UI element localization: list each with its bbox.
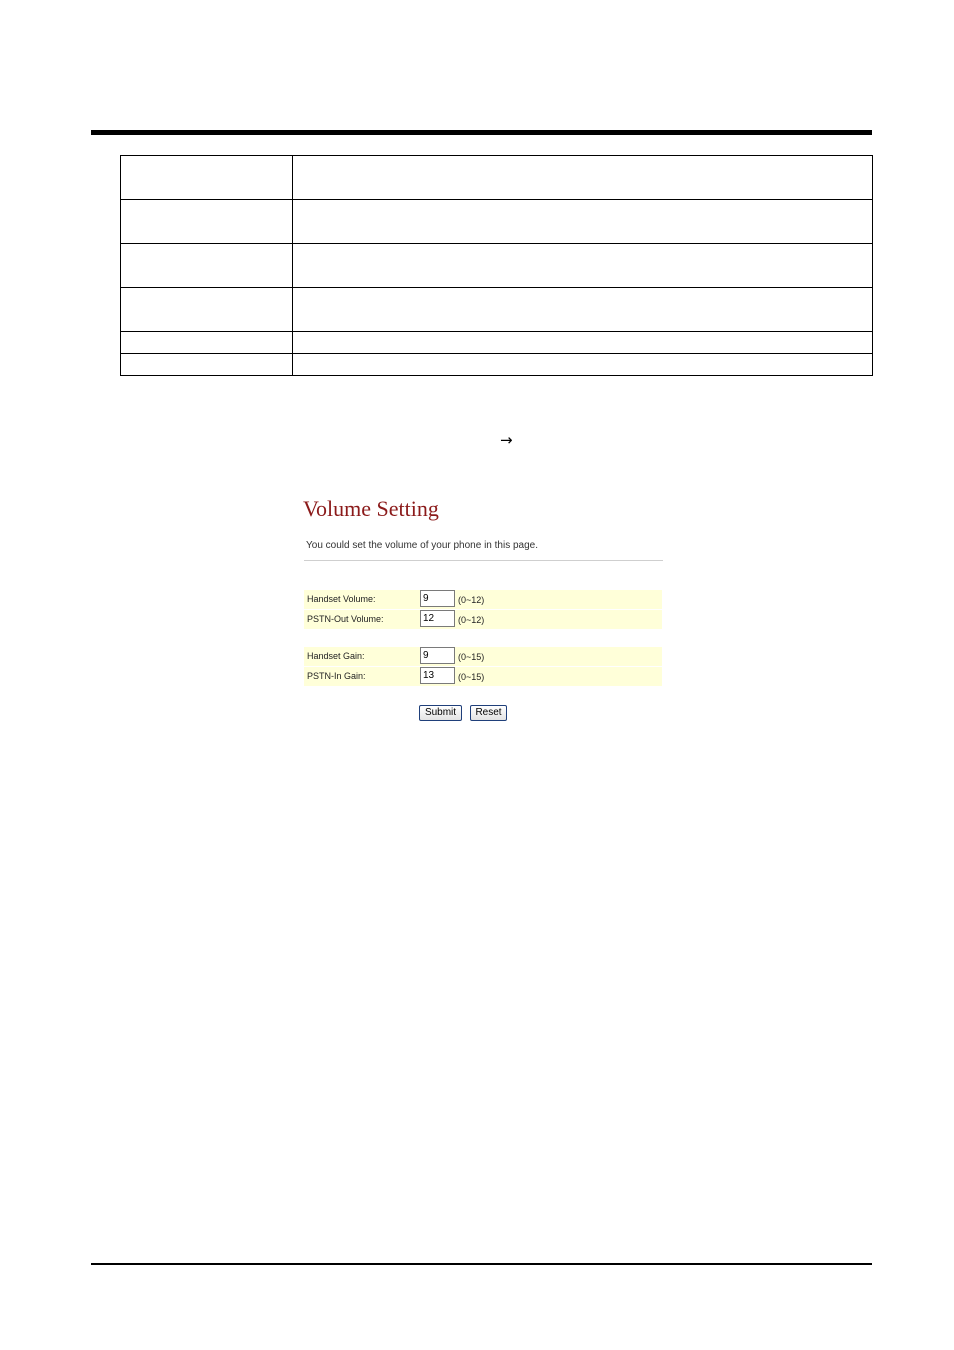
reset-button[interactable]: Reset xyxy=(470,705,507,721)
handset-gain-input[interactable]: 9 xyxy=(420,647,455,664)
handset-volume-row xyxy=(304,590,662,609)
table-row xyxy=(121,200,873,244)
page-description: You could set the volume of your phone in this page. xyxy=(306,540,539,551)
table-row xyxy=(121,354,873,376)
table-cell xyxy=(293,288,873,332)
handset-volume-input[interactable]: 9 xyxy=(420,590,455,607)
table-cell xyxy=(121,200,293,244)
table-cell xyxy=(121,354,293,376)
table-cell xyxy=(121,244,293,288)
description-table xyxy=(120,155,873,376)
arrow-icon: → xyxy=(500,431,513,449)
table-cell xyxy=(293,332,873,354)
field-range: (0~15) xyxy=(458,672,485,682)
table-cell xyxy=(293,244,873,288)
table-row xyxy=(121,288,873,332)
pstn-in-gain-row xyxy=(304,667,662,686)
field-range: (0~12) xyxy=(458,615,485,625)
field-label: Handset Volume: xyxy=(307,594,376,604)
table-row xyxy=(121,332,873,354)
submit-button[interactable]: Submit xyxy=(419,705,462,721)
pstn-out-volume-row xyxy=(304,610,662,629)
field-range: (0~12) xyxy=(458,595,485,605)
table-cell xyxy=(293,354,873,376)
field-label: PSTN-Out Volume: xyxy=(307,614,384,624)
field-label: PSTN-In Gain: xyxy=(307,671,366,681)
pstn-out-volume-input[interactable]: 12 xyxy=(420,610,455,627)
table-cell xyxy=(121,332,293,354)
table-cell xyxy=(293,200,873,244)
header-rule xyxy=(91,130,872,135)
table-cell xyxy=(293,156,873,200)
divider xyxy=(304,560,663,561)
table-row xyxy=(121,244,873,288)
page-title: Volume Setting xyxy=(303,496,439,521)
field-label: Handset Gain: xyxy=(307,651,365,661)
footer-rule xyxy=(91,1263,872,1265)
field-range: (0~15) xyxy=(458,652,485,662)
pstn-in-gain-input[interactable]: 13 xyxy=(420,667,455,684)
table-row xyxy=(121,156,873,200)
table-cell xyxy=(121,156,293,200)
handset-gain-row xyxy=(304,647,662,666)
table-cell xyxy=(121,288,293,332)
